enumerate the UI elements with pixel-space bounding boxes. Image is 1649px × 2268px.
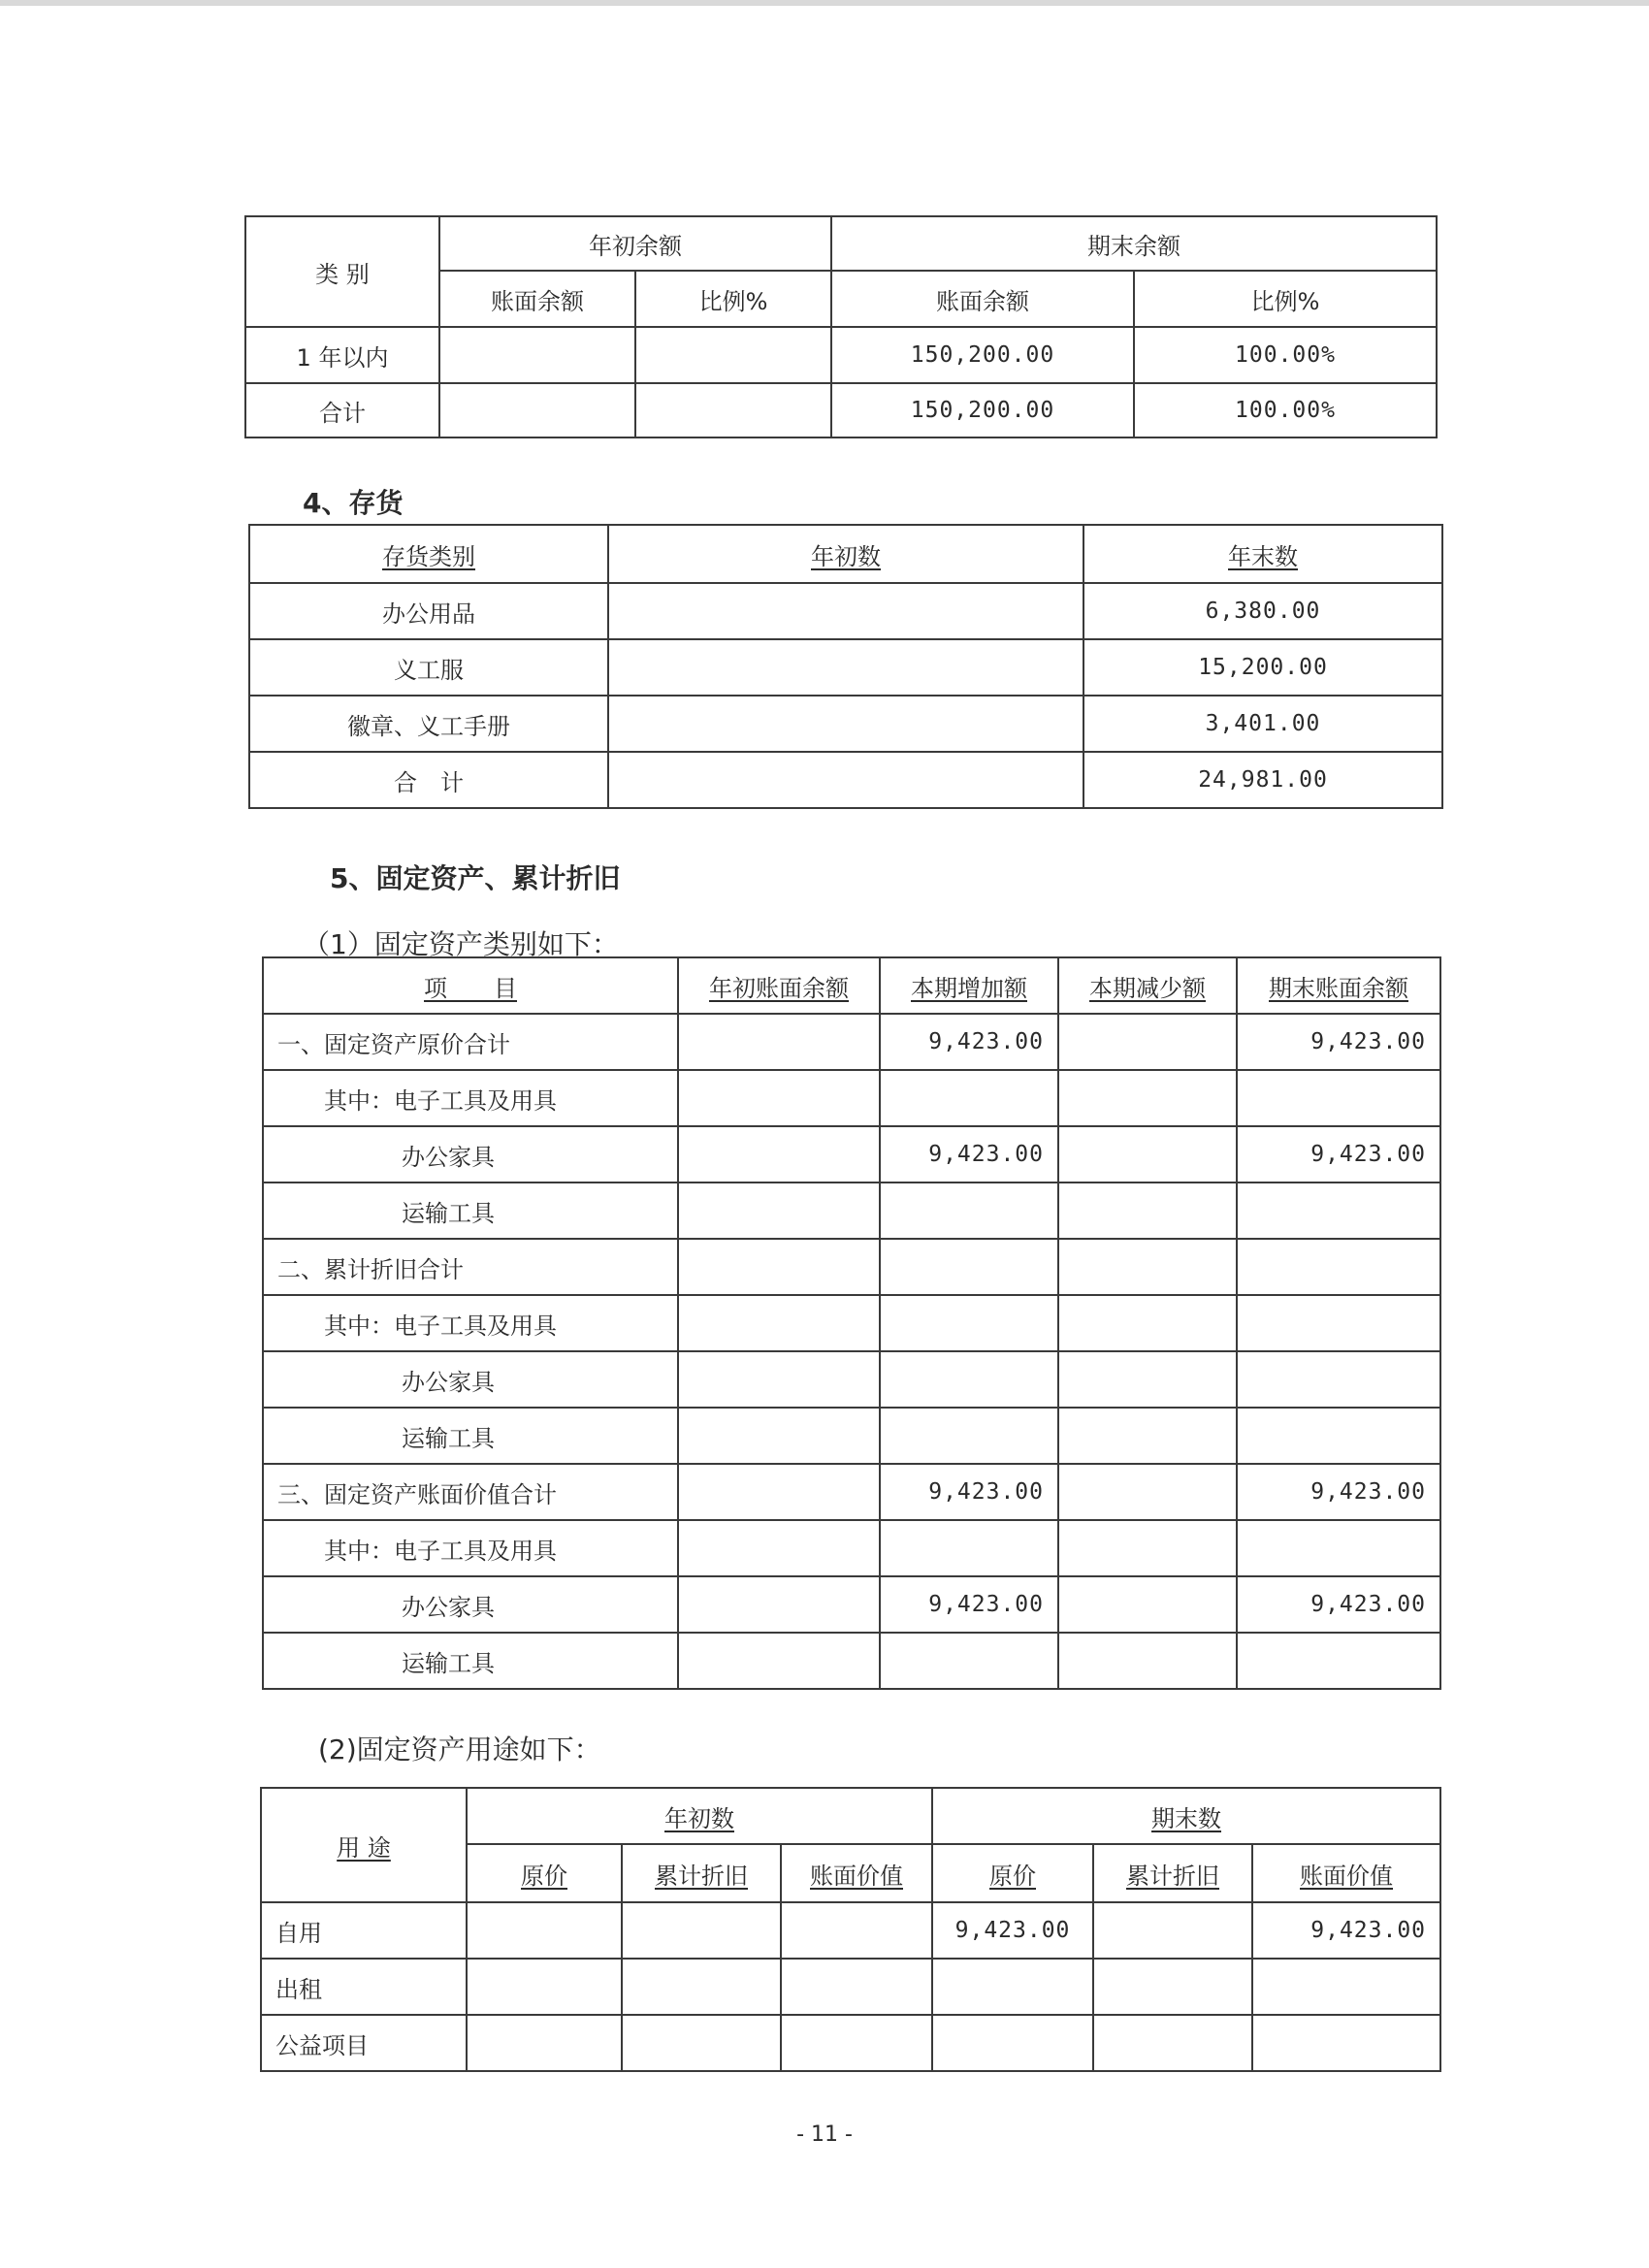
- cell-begin-depreciation: [622, 1902, 781, 1959]
- cell-end-book-value: [1252, 1959, 1440, 2015]
- cell-current-decrease: [1058, 1408, 1237, 1464]
- cell-current-increase: 9,423.00: [880, 1014, 1058, 1070]
- cell-begin-original: [467, 1902, 622, 1959]
- cell-end-book-balance: 9,423.00: [1237, 1464, 1440, 1520]
- header-inventory-category: 存货类别: [249, 525, 608, 583]
- row-label: 义工服: [249, 639, 608, 696]
- table-row: [245, 383, 1437, 437]
- cell-begin-book-balance: [678, 1014, 880, 1070]
- cell-begin-book-value: [781, 1902, 932, 1959]
- header-end-depreciation: 累计折旧: [1093, 1844, 1252, 1902]
- cell-end-ratio: 100.00%: [1134, 327, 1437, 383]
- header-end-book-value: 账面价值: [1252, 1844, 1440, 1902]
- cell-begin-book-balance: [678, 1295, 880, 1351]
- header-begin-depreciation: 累计折旧: [622, 1844, 781, 1902]
- header-begin-original: 原价: [467, 1844, 622, 1902]
- cell-begin-book-balance: [678, 1070, 880, 1126]
- header-begin-ratio: 比例%: [635, 271, 831, 327]
- cell-end-book-value: 9,423.00: [1252, 1902, 1440, 1959]
- table-row: [263, 1239, 1440, 1295]
- cell-begin-balance: [439, 383, 635, 437]
- cell-begin-book-balance: [678, 1239, 880, 1295]
- cell-current-increase: [880, 1633, 1058, 1689]
- cell-current-decrease: [1058, 1633, 1237, 1689]
- cell-current-increase: [880, 1351, 1058, 1408]
- cell-current-decrease: [1058, 1520, 1237, 1576]
- cell-begin-book-balance: [678, 1408, 880, 1464]
- header-end-balance: 期末余额: [831, 216, 1437, 271]
- cell-begin-book-value: [781, 2015, 932, 2071]
- table-row: [263, 1295, 1440, 1351]
- cell-end-depreciation: [1093, 1902, 1252, 1959]
- cell-current-increase: [880, 1183, 1058, 1239]
- row-label: 办公家具: [263, 1351, 678, 1408]
- header-begin-book-balance: 年初账面余额: [678, 957, 880, 1014]
- cell-end-book-balance: 9,423.00: [1237, 1126, 1440, 1183]
- page-number: - 11 -: [796, 2122, 853, 2147]
- cell-end-book-balance: [1237, 1408, 1440, 1464]
- table-row: [263, 1633, 1440, 1689]
- row-label: 运输工具: [263, 1183, 678, 1239]
- cell-end-ratio: 100.00%: [1134, 383, 1437, 437]
- cell-end: 6,380.00: [1083, 583, 1442, 639]
- cell-begin-book-balance: [678, 1576, 880, 1633]
- table-row: [249, 696, 1442, 752]
- header-usage: 用 途: [261, 1788, 467, 1902]
- cell-begin-book-balance: [678, 1633, 880, 1689]
- cell-current-decrease: [1058, 1576, 1237, 1633]
- header-end-book-balance: 期末账面余额: [1237, 957, 1440, 1014]
- header-begin-balance: 年初余额: [439, 216, 831, 271]
- row-label: 三、固定资产账面价值合计: [263, 1464, 678, 1520]
- cell-current-increase: 9,423.00: [880, 1576, 1058, 1633]
- table-row: [263, 1070, 1440, 1126]
- row-label: 办公家具: [263, 1126, 678, 1183]
- header-begin-book-balance: 账面余额: [439, 271, 635, 327]
- cell-end-balance: 150,200.00: [831, 383, 1134, 437]
- cell-current-decrease: [1058, 1464, 1237, 1520]
- cell-begin-ratio: [635, 383, 831, 437]
- cell-end-book-value: [1252, 2015, 1440, 2071]
- table-row: [263, 1464, 1440, 1520]
- cell-end-book-balance: [1237, 1183, 1440, 1239]
- row-label: 公益项目: [261, 2015, 467, 2071]
- row-label: 合 计: [249, 752, 608, 808]
- table-row: [263, 1520, 1440, 1576]
- header-end-ratio: 比例%: [1134, 271, 1437, 327]
- fixed-assets-heading: 5、固定资产、累计折旧: [330, 862, 621, 894]
- cell-current-decrease: [1058, 1014, 1237, 1070]
- fixed-assets-category-table: [262, 956, 1441, 1690]
- cell-begin: [608, 639, 1083, 696]
- cell-begin-depreciation: [622, 1959, 781, 2015]
- row-label: 其中：电子工具及用具: [263, 1295, 678, 1351]
- row-label: 二、累计折旧合计: [263, 1239, 678, 1295]
- row-label: 办公家具: [263, 1576, 678, 1633]
- cell-current-increase: 9,423.00: [880, 1126, 1058, 1183]
- page-top-edge: [0, 0, 1649, 6]
- table-row: [263, 1351, 1440, 1408]
- row-label: 其中：电子工具及用具: [263, 1070, 678, 1126]
- cell-current-decrease: [1058, 1295, 1237, 1351]
- cell-end-book-balance: [1237, 1633, 1440, 1689]
- table-row: [263, 1408, 1440, 1464]
- cell-current-increase: [880, 1408, 1058, 1464]
- row-label: 办公用品: [249, 583, 608, 639]
- cell-end-original: [932, 2015, 1093, 2071]
- cell-end: 24,981.00: [1083, 752, 1442, 808]
- header-end-original: 原价: [932, 1844, 1093, 1902]
- row-label: 1 年以内: [245, 327, 439, 383]
- header-category: 类 别: [245, 216, 439, 327]
- header-begin: 年初数: [467, 1788, 932, 1844]
- header-inventory-end: 年末数: [1083, 525, 1442, 583]
- cell-current-increase: [880, 1295, 1058, 1351]
- row-label: 合计: [245, 383, 439, 437]
- table-row: [245, 327, 1437, 383]
- inventory-heading: 4、存货: [303, 487, 404, 519]
- cell-begin-ratio: [635, 327, 831, 383]
- cell-end-depreciation: [1093, 1959, 1252, 2015]
- cell-end-book-balance: [1237, 1351, 1440, 1408]
- row-label: 运输工具: [263, 1408, 678, 1464]
- cell-end-book-balance: [1237, 1520, 1440, 1576]
- table-row: [263, 1126, 1440, 1183]
- cell-begin-original: [467, 1959, 622, 2015]
- table-row: [249, 639, 1442, 696]
- cell-current-decrease: [1058, 1183, 1237, 1239]
- cell-begin: [608, 696, 1083, 752]
- fixed-assets-usage-subheading: (2)固定资产用途如下：: [318, 1733, 601, 1766]
- cell-end-book-balance: 9,423.00: [1237, 1014, 1440, 1070]
- row-label: 徽章、义工手册: [249, 696, 608, 752]
- header-inventory-begin: 年初数: [608, 525, 1083, 583]
- cell-begin-book-balance: [678, 1464, 880, 1520]
- table-row: [261, 1959, 1440, 2015]
- table-row: [249, 752, 1442, 808]
- row-label: 运输工具: [263, 1633, 678, 1689]
- cell-current-increase: 9,423.00: [880, 1464, 1058, 1520]
- cell-current-decrease: [1058, 1351, 1237, 1408]
- table-row: [263, 1014, 1440, 1070]
- receivables-aging-table: [244, 215, 1438, 438]
- cell-current-decrease: [1058, 1070, 1237, 1126]
- cell-begin: [608, 583, 1083, 639]
- table-row: [263, 1576, 1440, 1633]
- cell-begin-book-balance: [678, 1126, 880, 1183]
- header-begin-book-value: 账面价值: [781, 1844, 932, 1902]
- cell-end-original: [932, 1959, 1093, 2015]
- cell-begin-original: [467, 2015, 622, 2071]
- fixed-assets-category-subheading: （1）固定资产类别如下：: [303, 928, 619, 960]
- cell-end-original: 9,423.00: [932, 1902, 1093, 1959]
- cell-end-book-balance: [1237, 1239, 1440, 1295]
- fixed-assets-usage-table: [260, 1787, 1441, 2072]
- cell-current-increase: [880, 1070, 1058, 1126]
- header-end-book-balance: 账面余额: [831, 271, 1134, 327]
- cell-begin-book-value: [781, 1959, 932, 2015]
- header-end: 期末数: [932, 1788, 1440, 1844]
- row-label: 自用: [261, 1902, 467, 1959]
- inventory-table: [248, 524, 1443, 809]
- cell-current-increase: [880, 1239, 1058, 1295]
- cell-begin-balance: [439, 327, 635, 383]
- cell-current-decrease: [1058, 1239, 1237, 1295]
- cell-begin-book-balance: [678, 1351, 880, 1408]
- table-row: [261, 2015, 1440, 2071]
- cell-begin: [608, 752, 1083, 808]
- cell-end: 15,200.00: [1083, 639, 1442, 696]
- cell-begin-depreciation: [622, 2015, 781, 2071]
- header-item: 项 目: [263, 957, 678, 1014]
- cell-end: 3,401.00: [1083, 696, 1442, 752]
- table-row: [261, 1902, 1440, 1959]
- cell-current-increase: [880, 1520, 1058, 1576]
- table-row: [263, 1183, 1440, 1239]
- row-label: 其中：电子工具及用具: [263, 1520, 678, 1576]
- cell-begin-book-balance: [678, 1183, 880, 1239]
- cell-end-balance: 150,200.00: [831, 327, 1134, 383]
- cell-end-depreciation: [1093, 2015, 1252, 2071]
- header-current-decrease: 本期减少额: [1058, 957, 1237, 1014]
- cell-end-book-balance: 9,423.00: [1237, 1576, 1440, 1633]
- cell-begin-book-balance: [678, 1520, 880, 1576]
- cell-end-book-balance: [1237, 1295, 1440, 1351]
- cell-end-book-balance: [1237, 1070, 1440, 1126]
- header-current-increase: 本期增加额: [880, 957, 1058, 1014]
- cell-current-decrease: [1058, 1126, 1237, 1183]
- table-row: [249, 583, 1442, 639]
- row-label: 出租: [261, 1959, 467, 2015]
- row-label: 一、固定资产原价合计: [263, 1014, 678, 1070]
